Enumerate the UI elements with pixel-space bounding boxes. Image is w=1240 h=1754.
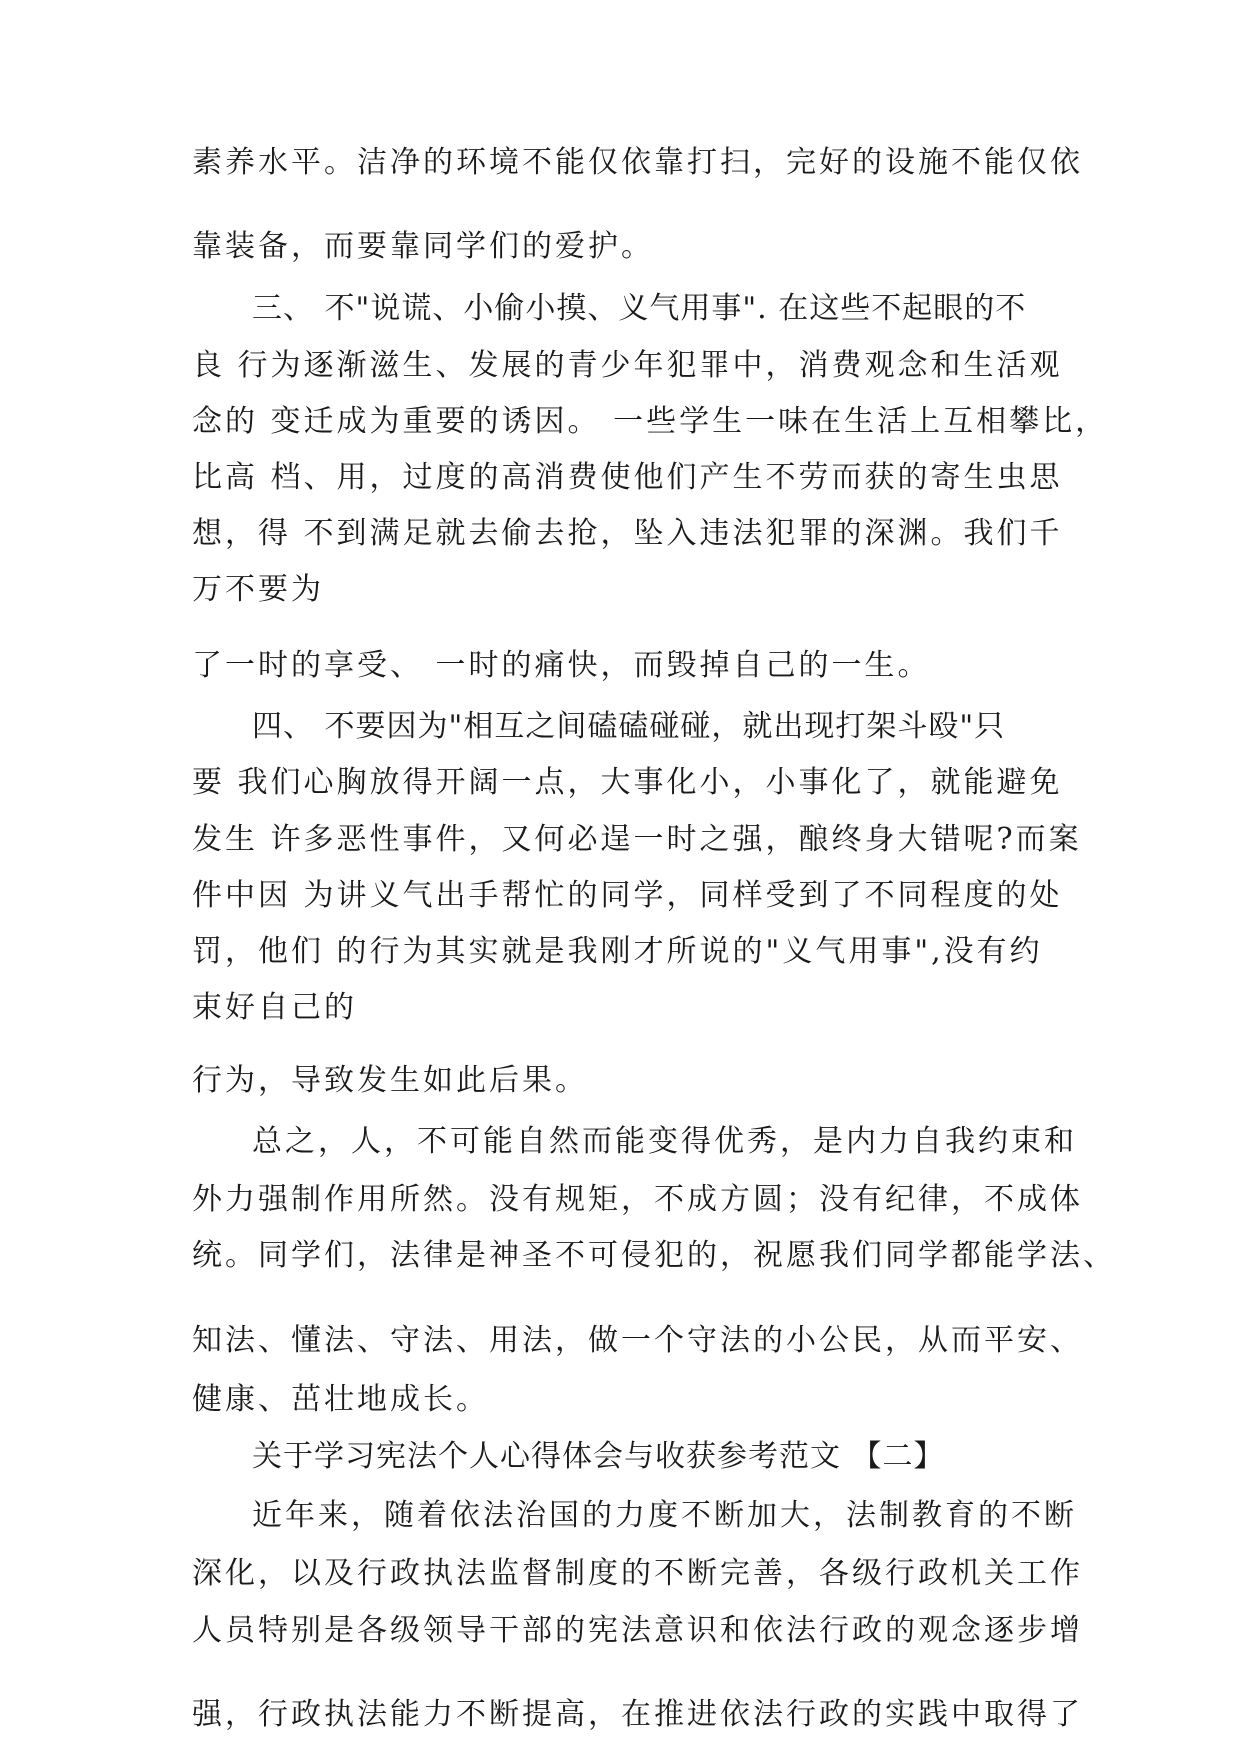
- text-line: 外力强制作用所然。没有规矩，不成方圆；没有纪律，不成体: [192, 1182, 1083, 1217]
- text-line: 想，得 不到满足就去偷去抢，坠入违法犯罪的深渊。我们千: [192, 516, 1063, 551]
- text-line: 人员特别是各级领导干部的宪法意识和依法行政的观念逐步增: [192, 1613, 1083, 1648]
- paragraph-heading-three: 三、 不"说谎、小偷小摸、义气用事". 在这些不起眼的不: [252, 291, 1027, 326]
- text-line: 罚，他们 的行为其实就是我刚才所说的"义气用事",没有约: [192, 934, 1043, 969]
- text-line: 强，行政执法能力不断提高，在推进依法行政的实践中取得了: [192, 1697, 1083, 1732]
- text-line: 件中因 为讲义气出手帮忙的同学，同样受到了不同程度的处: [192, 878, 1063, 913]
- text-line: 知法、懂法、守法、用法，做一个守法的小公民，从而平安、: [192, 1323, 1083, 1358]
- text-line: 良 行为逐渐滋生、发展的青少年犯罪中，消费观念和生活观: [192, 348, 1063, 383]
- paragraph-start: 近年来，随着依法治国的力度不断加大，法制教育的不断: [252, 1498, 1077, 1533]
- text-line: 深化，以及行政执法监督制度的不断完善，各级行政机关工作: [192, 1556, 1083, 1591]
- text-line: 素养水平。洁净的环境不能仅依靠打扫，完好的设施不能仅依: [192, 145, 1083, 180]
- section-heading: 关于学习宪法个人心得体会与收获参考范文 【二】: [252, 1439, 945, 1474]
- text-line: 比高 档、用，过度的高消费使他们产生不劳而获的寄生虫思: [192, 460, 1063, 495]
- paragraph-heading-four: 四、 不要因为"相互之间磕磕碰碰，就出现打架斗殴"只: [252, 709, 1006, 744]
- text-line: 统。同学们，法律是神圣不可侵犯的，祝愿我们同学都能学法、: [192, 1238, 1116, 1273]
- text-line: 发生 许多恶性事件，又何必逞一时之强，酿终身大错呢?而案: [192, 822, 1082, 857]
- text-line: 了一时的享受、 一时的痛快，而毁掉自己的一生。: [192, 648, 931, 683]
- text-line: 万不要为: [192, 572, 324, 607]
- text-line: 要 我们心胸放得开阔一点，大事化小，小事化了，就能避免: [192, 765, 1063, 800]
- text-line: 念的 变迁成为重要的诱因。 一些学生一味在生活上互相攀比，: [192, 404, 1109, 439]
- text-line: 靠装备，而要靠同学们的爱护。: [192, 229, 654, 264]
- paragraph-start: 总之，人，不可能自然而能变得优秀，是内力自我约束和: [252, 1124, 1077, 1159]
- text-line: 束好自己的: [192, 990, 357, 1025]
- text-line: 健康、茁壮地成长。: [192, 1382, 489, 1417]
- text-line: 行为，导致发生如此后果。: [192, 1063, 588, 1098]
